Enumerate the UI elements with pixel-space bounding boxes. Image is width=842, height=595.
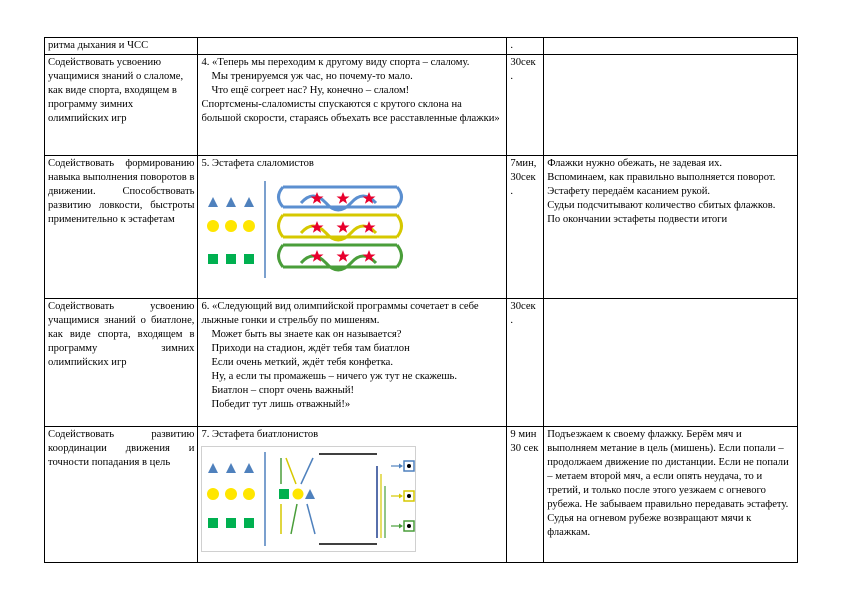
green-square-marker bbox=[208, 518, 218, 528]
green-track bbox=[279, 245, 402, 270]
yellow-circle-marker bbox=[243, 220, 255, 232]
content-cell bbox=[198, 427, 507, 563]
note-line: Вспоминаем, как правильно выполняется поворот. Эстафету передаём касанием рукой. bbox=[547, 172, 776, 197]
yellow-circle-marker bbox=[207, 220, 219, 232]
red-star-icon bbox=[337, 192, 350, 204]
yellow-circle-marker bbox=[225, 488, 237, 500]
notes-cell bbox=[544, 38, 798, 55]
note-line: Флажки нужно обежать, не задевая их. bbox=[547, 158, 723, 169]
goal-cell bbox=[45, 55, 198, 156]
goal-cell bbox=[45, 156, 198, 299]
content-line: Если очень меткий, ждёт тебя конфетка. bbox=[211, 357, 394, 368]
time-text: 9 мин 30 сек bbox=[510, 429, 539, 454]
yellow-circle-marker bbox=[293, 489, 304, 500]
time-cell bbox=[507, 38, 544, 55]
time-dot: . bbox=[510, 315, 514, 326]
table-row bbox=[45, 299, 798, 427]
note-line: По окончании эстафеты подвести итоги bbox=[547, 214, 728, 225]
biathlon-relay-diagram bbox=[201, 446, 416, 552]
slalom-relay-diagram bbox=[201, 175, 416, 283]
goal-text: ритма дыхания и ЧСС bbox=[48, 40, 149, 51]
green-square-marker bbox=[244, 254, 254, 264]
blue-triangle-marker bbox=[208, 197, 218, 207]
time-cell bbox=[507, 156, 544, 299]
content-line: Приходи на стадион, ждёт тебя там биатлон bbox=[211, 343, 410, 354]
content-line: Может быть вы знаете как он называется? bbox=[211, 329, 402, 340]
content-line: Спортсмены-слаломисты спускаются с крутого склона на большой скорости, стараясь объехать все расставленные флажки» bbox=[201, 99, 500, 124]
notes-cell bbox=[544, 55, 798, 156]
yellow-circle-marker bbox=[207, 488, 219, 500]
note-line: Судьи подсчитывают количество сбитых флажков. bbox=[547, 200, 776, 211]
goal-cell bbox=[45, 38, 198, 55]
goal-cell bbox=[45, 427, 198, 563]
red-star-icon bbox=[337, 221, 350, 233]
content-cell bbox=[198, 156, 507, 299]
content-cell bbox=[198, 38, 507, 55]
target-icon bbox=[404, 461, 414, 471]
table-row bbox=[45, 156, 798, 299]
time-cell bbox=[507, 427, 544, 563]
notes-cell bbox=[544, 427, 798, 563]
goal-text: Содействовать формированию навыка выполнения поворотов в движении. Способствовать развитию ловкости, быстроты применительно к эстафетам bbox=[48, 158, 195, 225]
red-star-icon bbox=[337, 250, 350, 262]
target-icon bbox=[404, 521, 414, 531]
content-line: Что ещё согреет нас? Ну, конечно – слалом! bbox=[211, 85, 410, 96]
notes-cell bbox=[544, 299, 798, 427]
content-cell bbox=[198, 55, 507, 156]
target-icon bbox=[404, 491, 414, 501]
time-dot: . bbox=[510, 186, 514, 197]
red-star-flags bbox=[311, 192, 376, 262]
table-row bbox=[45, 38, 798, 55]
green-square-marker bbox=[244, 518, 254, 528]
time-dot: . bbox=[510, 71, 514, 82]
content-cell bbox=[198, 299, 507, 427]
content-line: Победит тут лишь отважный!» bbox=[211, 399, 351, 410]
blue-triangle-marker bbox=[226, 197, 236, 207]
red-star-icon bbox=[311, 221, 324, 233]
time-text: 7мин, 30сек bbox=[510, 158, 537, 183]
content-line: Ну, а если ты промажешь – ничего уж тут не скажешь. bbox=[211, 371, 458, 382]
yellow-circle-marker bbox=[225, 220, 237, 232]
content-line: Биатлон – спорт очень важный! bbox=[211, 385, 355, 396]
content-line: 7. Эстафета биатлонистов bbox=[201, 429, 319, 440]
time-cell bbox=[507, 299, 544, 427]
time-text: 30сек bbox=[510, 57, 536, 68]
time-text: 30сек bbox=[510, 301, 536, 312]
blue-triangle-marker bbox=[244, 197, 254, 207]
time-cell bbox=[507, 55, 544, 156]
table-row bbox=[45, 427, 798, 563]
content-line: 6. «Следующий вид олимпийской программы сочетает в себе лыжные гонки и стрельбу по мишеням. bbox=[201, 301, 479, 326]
red-star-icon bbox=[311, 192, 324, 204]
green-square-marker bbox=[226, 254, 236, 264]
green-square-marker bbox=[208, 254, 218, 264]
time-dot: . bbox=[510, 40, 514, 51]
green-square-marker bbox=[226, 518, 236, 528]
content-line: 5. Эстафета слаломистов bbox=[201, 158, 314, 169]
goal-cell bbox=[45, 299, 198, 427]
table-row bbox=[45, 55, 798, 156]
yellow-circle-marker bbox=[243, 488, 255, 500]
goal-text: Содействовать усвоению учащимися знаний о биатлоне, как виде спорта, входящем в программу зимних олимпийских игр bbox=[48, 301, 195, 368]
lesson-plan-table bbox=[44, 37, 798, 563]
goal-text: Содействовать усвоению учащимися знаний о слаломе, как виде спорта, входящем в программу зимних олимпийских игр bbox=[48, 57, 184, 124]
green-square-marker bbox=[279, 489, 289, 499]
note-line: Подъезжаем к своему флажку. Берём мяч и выполняем метание в цель (мишень). Если попали – продолжаем движение по дистанции. Если не попали – метаем второй мяч, а если опять неудача, то и третий, и только после этого уезжаем с огневого рубежа. Не забываем правильно передавать эстафету. Судья на огневом рубеже возвращают мячи к флажкам. bbox=[547, 429, 789, 538]
content-line: 4. «Теперь мы переходим к другому виду спорта – слалому. bbox=[201, 57, 470, 68]
goal-text: Содействовать развитию координации движения и точности попадания в цель bbox=[48, 429, 195, 468]
content-line: Мы тренируемся уж час, но почему-то мало. bbox=[211, 71, 413, 82]
notes-cell bbox=[544, 156, 798, 299]
